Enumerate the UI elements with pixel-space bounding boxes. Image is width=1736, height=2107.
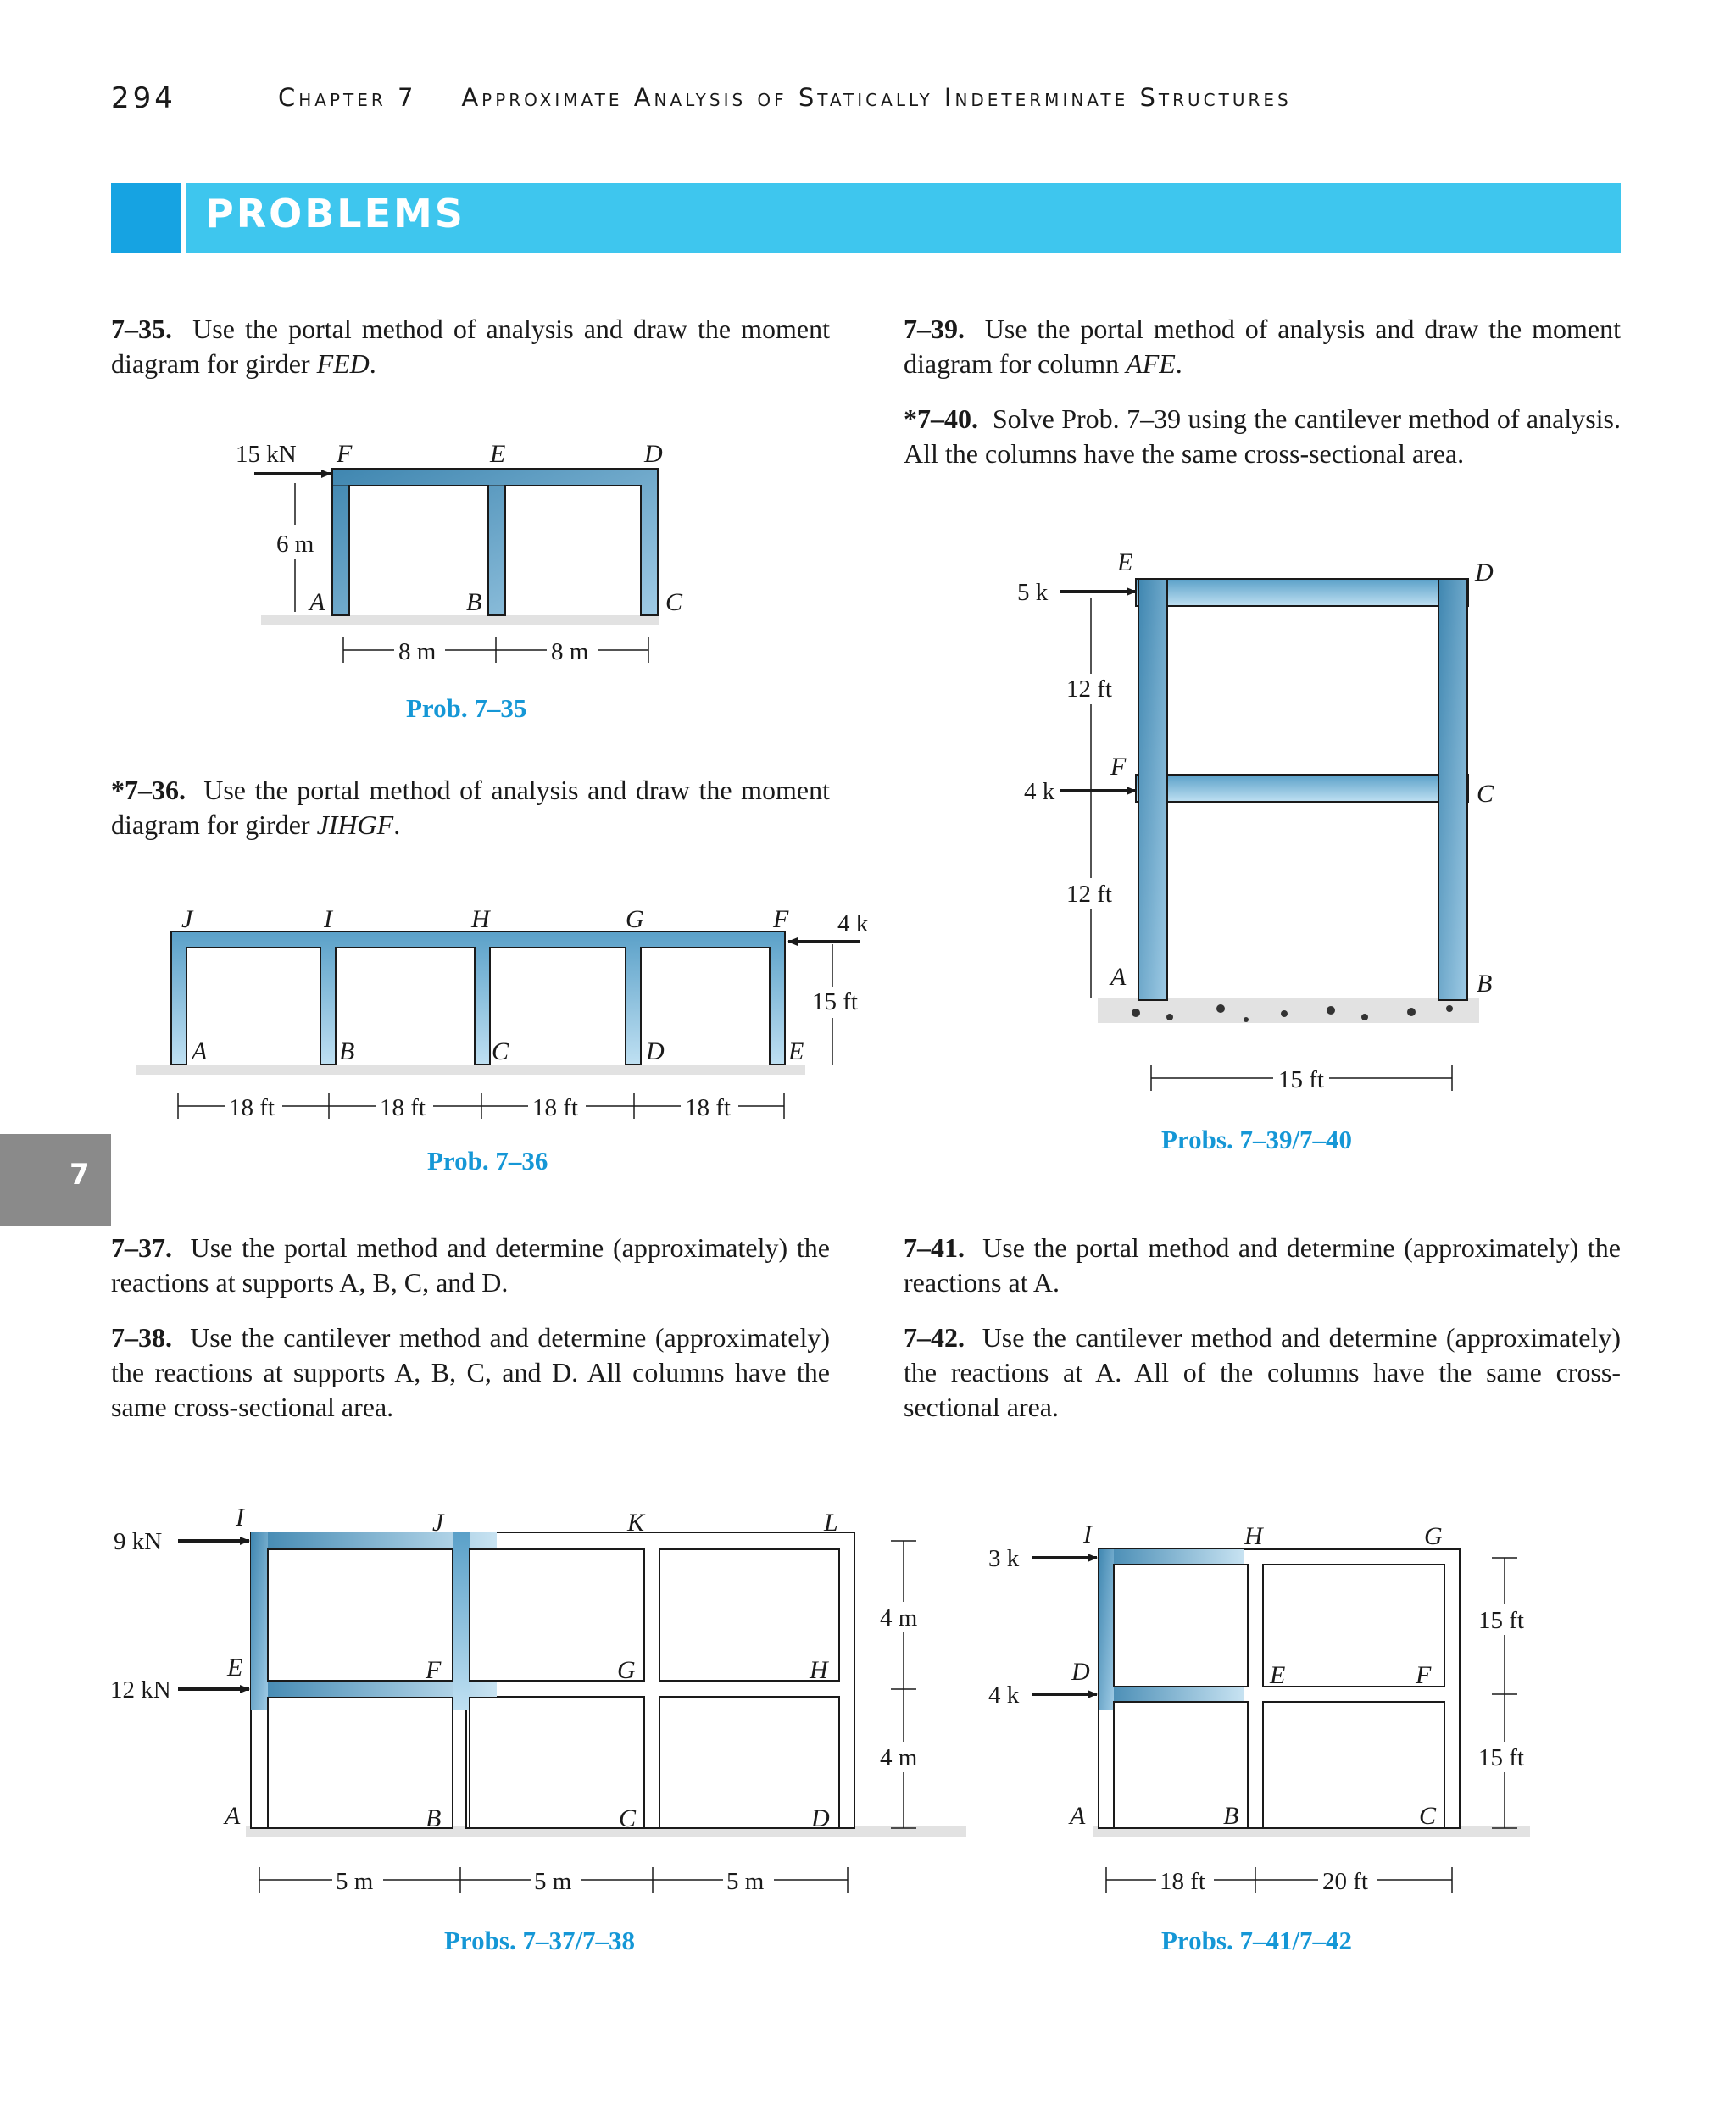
joint-D: D <box>646 1037 665 1065</box>
joint-A: A <box>1110 963 1127 991</box>
load-label-mid: 4 k <box>1024 778 1055 805</box>
column-shade <box>251 1532 268 1710</box>
height-label-2: 4 m <box>880 1744 918 1771</box>
figure-7-39 <box>1017 548 1494 1093</box>
problem-number: *7–40. <box>904 403 978 434</box>
span-label-3: 18 ft <box>532 1094 578 1121</box>
joint-C: C <box>1477 780 1494 808</box>
problem-end: . <box>369 348 376 379</box>
load-label-top: 5 k <box>1017 579 1049 606</box>
problem-end: . <box>1175 348 1182 379</box>
joint-B: B <box>1477 970 1493 998</box>
problem-emph: JIHGF <box>316 809 394 840</box>
joint-C: C <box>665 588 683 616</box>
joint-C: C <box>492 1037 509 1065</box>
girder-ED <box>1136 579 1468 606</box>
load-label-top: 3 k <box>988 1545 1020 1572</box>
joint-D: D <box>644 440 663 468</box>
joint-G: G <box>626 905 644 933</box>
joint-G: G <box>617 1656 636 1684</box>
joint-C: C <box>619 1804 637 1832</box>
span-label-1: 8 m <box>398 638 437 665</box>
joint-C: C <box>1419 1802 1437 1830</box>
joint-G: G <box>1424 1522 1443 1550</box>
joint-F: F <box>337 440 353 468</box>
joint-L: L <box>824 1509 838 1537</box>
ground <box>1098 998 1479 1023</box>
chapter-tab-label: 7 <box>70 1158 90 1192</box>
problem-text: Use the portal method of analysis and draw the moment diagram for girder <box>111 775 831 840</box>
caption-prob-7-36: Prob. 7–36 <box>427 1146 548 1176</box>
ground <box>136 1065 805 1075</box>
load-label-mid: 12 kN <box>110 1676 171 1704</box>
girder-shade <box>1099 1687 1244 1702</box>
height-label: 15 ft <box>812 988 858 1015</box>
problem-end: . <box>393 809 401 840</box>
banner-title: PROBLEMS <box>205 191 465 236</box>
column-shade <box>453 1532 470 1710</box>
problem-number: *7–36. <box>111 775 186 805</box>
column-shade <box>1099 1549 1114 1710</box>
height-label-1: 12 ft <box>1066 675 1112 703</box>
caption-probs-7-37-7-38: Probs. 7–37/7–38 <box>444 1926 636 1955</box>
span-label-1: 5 m <box>336 1868 374 1895</box>
bay <box>1114 1565 1248 1687</box>
span-label-4: 18 ft <box>685 1094 731 1121</box>
span-label-2: 18 ft <box>380 1094 426 1121</box>
joint-J: J <box>181 905 193 933</box>
problem-text: Use the portal method and determine (approximately) the reactions at A. <box>904 1232 1622 1298</box>
span-label-2: 20 ft <box>1322 1868 1368 1895</box>
figure-7-35 <box>236 440 683 665</box>
load-label-mid: 4 k <box>988 1682 1020 1709</box>
problem-text: Use the portal method of analysis and draw the moment diagram for column <box>904 314 1621 379</box>
ground <box>261 615 659 625</box>
joint-J: J <box>432 1509 444 1537</box>
height-label-2: 15 ft <box>1478 1744 1524 1771</box>
problem-number: 7–41. <box>904 1232 965 1263</box>
joint-F: F <box>426 1656 442 1684</box>
joint-I: I <box>1083 1520 1092 1548</box>
span-label: 15 ft <box>1278 1066 1324 1093</box>
problem-emph: AFE <box>1126 348 1176 379</box>
chapter-title: Approximate Analysis of Statically Indeterminate Structures <box>461 83 1292 112</box>
span-label-2: 8 m <box>551 638 589 665</box>
span-label-2: 5 m <box>534 1868 572 1895</box>
height-label: 6 m <box>276 531 314 558</box>
joint-B: B <box>339 1037 355 1065</box>
joint-F: F <box>773 905 789 933</box>
joint-A: A <box>1070 1802 1086 1830</box>
problem-number: 7–42. <box>904 1322 965 1353</box>
joint-B: B <box>1223 1802 1239 1830</box>
joint-I: I <box>324 905 332 933</box>
joint-K: K <box>627 1509 645 1537</box>
height-label-1: 15 ft <box>1478 1607 1524 1634</box>
problem-number: 7–38. <box>111 1322 172 1353</box>
joint-F: F <box>1416 1661 1432 1689</box>
caption-probs-7-41-7-42: Probs. 7–41/7–42 <box>1161 1926 1353 1955</box>
span-label-3: 5 m <box>726 1868 765 1895</box>
page-number: 294 <box>111 81 176 115</box>
problem-text: Use the portal method of analysis and draw the moment diagram for girder <box>111 314 831 379</box>
joint-I: I <box>236 1504 244 1532</box>
load-label: 15 kN <box>236 441 297 468</box>
joint-E: E <box>227 1654 243 1682</box>
chapter-label: Chapter 7 <box>278 83 417 112</box>
joint-E: E <box>788 1037 804 1065</box>
joint-H: H <box>471 905 490 933</box>
problem-text: Solve Prob. 7–39 using the cantilever method of analysis. All the columns have the same cross-sectional area. <box>904 403 1622 469</box>
problem-number: 7–35. <box>111 314 172 344</box>
load-label: 4 k <box>837 910 869 937</box>
girder-shade <box>1099 1549 1244 1565</box>
joint-D: D <box>811 1804 830 1832</box>
figure-7-36 <box>136 905 869 1121</box>
problem-text: Use the portal method and determine (approximately) the reactions at supports A, B, C, and D. <box>111 1232 831 1298</box>
caption-probs-7-39-7-40: Probs. 7–39/7–40 <box>1161 1125 1353 1154</box>
problem-number: 7–39. <box>904 314 965 344</box>
joint-A: A <box>225 1802 241 1830</box>
height-label-1: 4 m <box>880 1604 918 1632</box>
caption-prob-7-35: Prob. 7–35 <box>406 693 527 723</box>
joint-E: E <box>490 440 506 468</box>
load-label-top: 9 kN <box>114 1528 163 1555</box>
problem-emph: FED <box>316 348 370 379</box>
bay <box>1263 1702 1444 1828</box>
joint-F: F <box>1110 753 1127 781</box>
frame <box>171 931 785 1065</box>
figure-7-41 <box>988 1520 1533 1895</box>
joint-D: D <box>1475 559 1494 587</box>
span-label-1: 18 ft <box>229 1094 275 1121</box>
joint-D: D <box>1071 1658 1090 1686</box>
joint-A: A <box>309 588 326 616</box>
problem-text: Use the cantilever method and determine (approximately) the reactions at supports A, B, C, and D. All columns have the same cross-sectional area. <box>111 1322 831 1422</box>
joint-B: B <box>426 1804 442 1832</box>
joint-A: A <box>192 1037 208 1065</box>
girder-FC <box>1136 775 1468 802</box>
column-BCD <box>1438 579 1467 1000</box>
joint-H: H <box>810 1656 828 1684</box>
problem-text: Use the cantilever method and determine (approximately) the reactions at A. All of the columns have the same cross-sectional area. <box>904 1322 1622 1422</box>
joint-E: E <box>1117 548 1133 576</box>
joint-H: H <box>1244 1522 1263 1550</box>
problem-number: 7–37. <box>111 1232 172 1263</box>
joint-E: E <box>1270 1661 1286 1689</box>
span-label-1: 18 ft <box>1160 1868 1205 1895</box>
joint-B: B <box>466 588 482 616</box>
figure-7-37 <box>110 1504 966 1895</box>
frame <box>332 469 658 615</box>
column-AFE <box>1138 579 1167 1000</box>
height-label-2: 12 ft <box>1066 881 1112 908</box>
